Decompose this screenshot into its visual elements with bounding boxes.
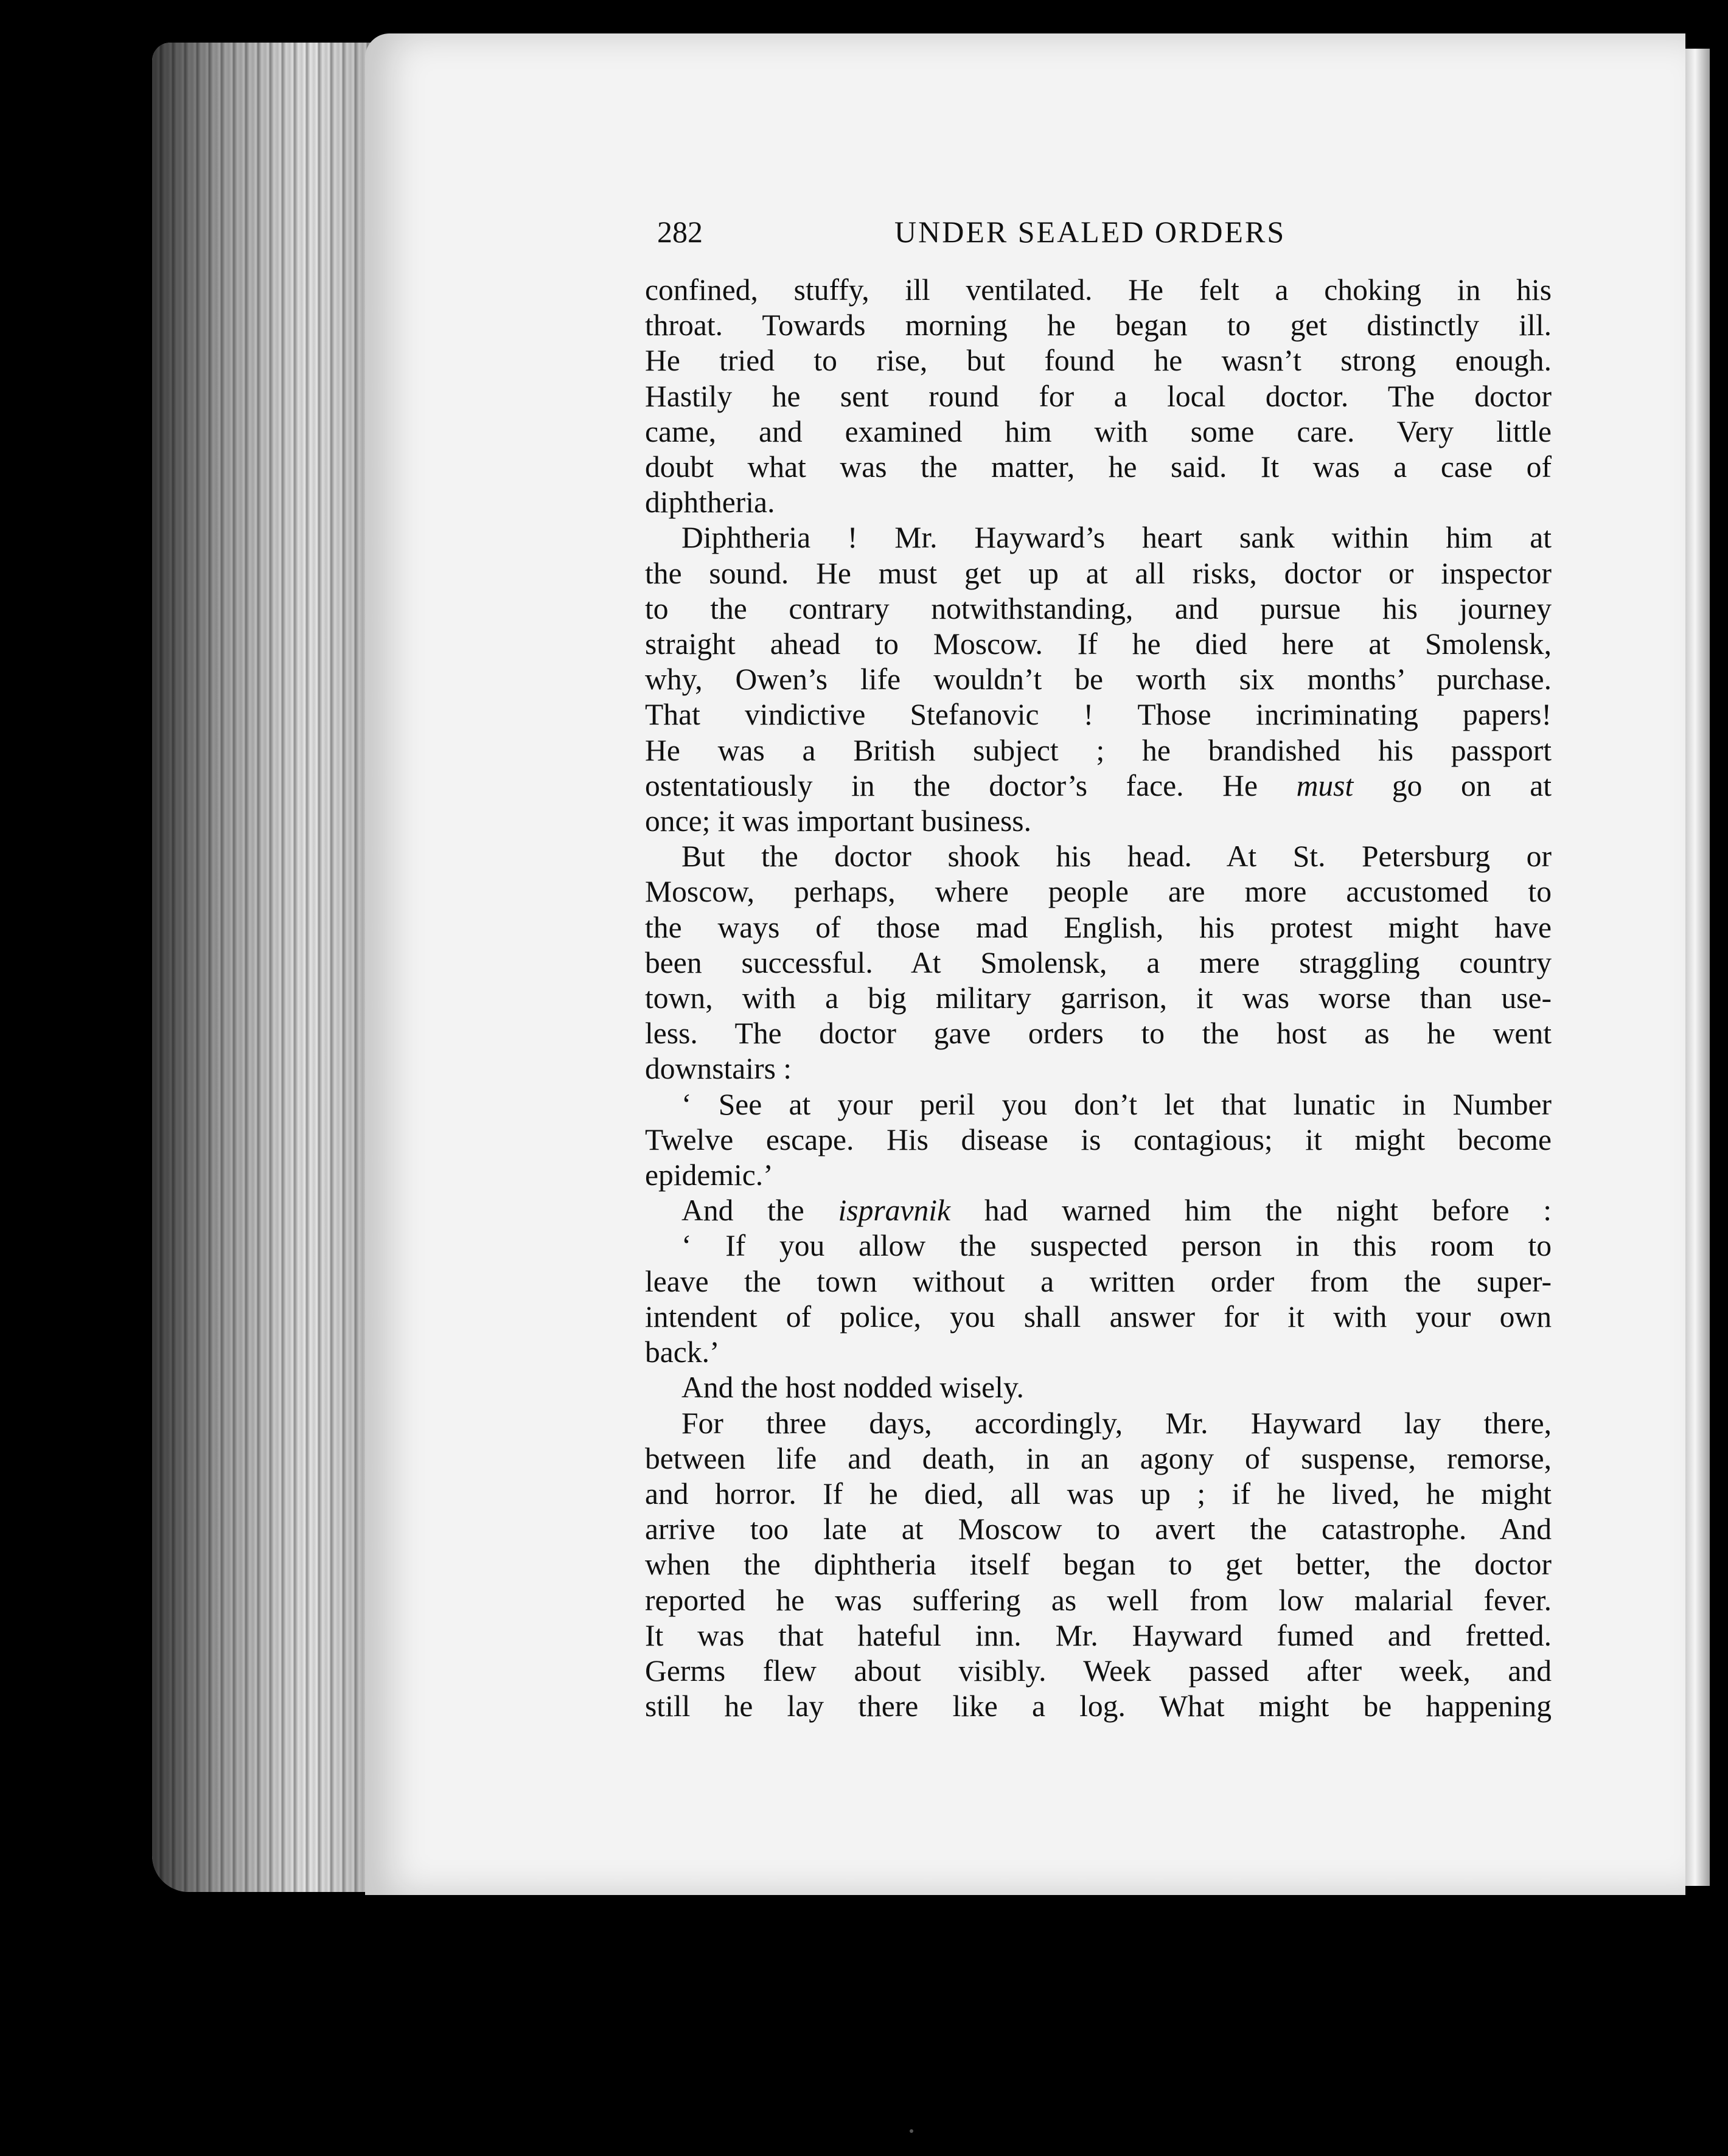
text-line: confined, stuffy, ill ventilated. He felt a choking in his: [645, 273, 1552, 307]
text-line: between life and death, in an agony of suspense, remorse,: [645, 1441, 1552, 1475]
text-line: throat. Towards morning he began to get distinctly ill.: [645, 308, 1552, 343]
text-line: He tried to rise, but found he wasn’t strong enough.: [645, 344, 1552, 378]
facing-page-edge: [1685, 49, 1710, 1886]
text-line: town, with a big military garrison, it was worse than use-: [645, 981, 1552, 1015]
text-line: ‘ If you allow the suspected person in this room to: [681, 1229, 1552, 1263]
text-line: And the ispravnik had warned him the night before :: [681, 1194, 1552, 1228]
text-line: Twelve escape. His disease is contagious; it might become: [645, 1122, 1552, 1156]
text-line: diphtheria.: [645, 485, 775, 520]
text-line: came, and examined him with some care. Very little: [645, 414, 1552, 448]
text-line: Hastily he sent round for a local doctor. The doctor: [645, 379, 1552, 413]
text-line: downstairs :: [645, 1052, 792, 1086]
text-line: and horror. If he died, all was up ; if he lived, he might: [645, 1476, 1552, 1511]
text-line: That vindictive Stefanovic ! Those incriminating papers!: [645, 698, 1552, 732]
text-line: the sound. He must get up at all risks, doctor or inspector: [645, 556, 1552, 590]
paper-speck: [910, 2129, 913, 2133]
italic-word: ispravnik: [838, 1194, 951, 1228]
text-line: when the diphtheria itself began to get better, the doctor: [645, 1548, 1552, 1582]
italic-word: must: [1296, 768, 1354, 802]
text-line: epidemic.’: [645, 1158, 773, 1192]
running-head: UNDER SEALED ORDERS: [894, 215, 1286, 249]
page-number: 282: [657, 215, 703, 249]
text-line: intendent of police, you shall answer for it with your own: [645, 1299, 1552, 1334]
text-line: ‘ See at your peril you don’t let that lunatic in Number: [681, 1087, 1552, 1121]
text-line: arrive too late at Moscow to avert the catastrophe. And: [645, 1512, 1552, 1546]
text-line: back.’: [645, 1335, 720, 1369]
text-line: the ways of those mad English, his protest might have: [645, 910, 1552, 944]
text-line: It was that hateful inn. Mr. Hayward fumed and fretted.: [645, 1618, 1552, 1652]
text-line: to the contrary notwithstanding, and pursue his journey: [645, 591, 1552, 625]
body-text: [645, 273, 1552, 1724]
text-line: And the host nodded wisely.: [681, 1371, 1024, 1405]
text-line: doubt what was the matter, he said. It was a case of: [645, 450, 1552, 484]
text-line: Germs flew about visibly. Week passed after week, and: [645, 1654, 1552, 1688]
text-line: still he lay there like a log. What might be happening: [645, 1689, 1552, 1723]
text-line: Diphtheria ! Mr. Hayward’s heart sank within him at: [681, 521, 1552, 555]
text-line: been successful. At Smolensk, a mere straggling country: [645, 945, 1552, 979]
text-line: For three days, accordingly, Mr. Hayward lay there,: [681, 1406, 1552, 1440]
text-line: Moscow, perhaps, where people are more accustomed to: [645, 875, 1552, 909]
text-line: once; it was important business.: [645, 804, 1031, 838]
text-line: He was a British subject ; he brandished his passport: [645, 733, 1552, 767]
text-line: But the doctor shook his head. At St. Petersburg or: [681, 840, 1552, 874]
text-line: leave the town without a written order from the super-: [645, 1264, 1552, 1298]
text-line: less. The doctor gave orders to the host as he went: [645, 1017, 1552, 1051]
text-line: straight ahead to Moscow. If he died here at Smolensk,: [645, 627, 1552, 661]
text-line: reported he was suffering as well from low malarial fever.: [645, 1583, 1552, 1617]
text-line: why, Owen’s life wouldn’t be worth six months’ purchase.: [645, 662, 1552, 697]
page-edge-shadow: [152, 43, 377, 1892]
page-header: [657, 214, 1339, 263]
text-line: ostentatiously in the doctor’s face. He must go on at: [645, 768, 1552, 802]
